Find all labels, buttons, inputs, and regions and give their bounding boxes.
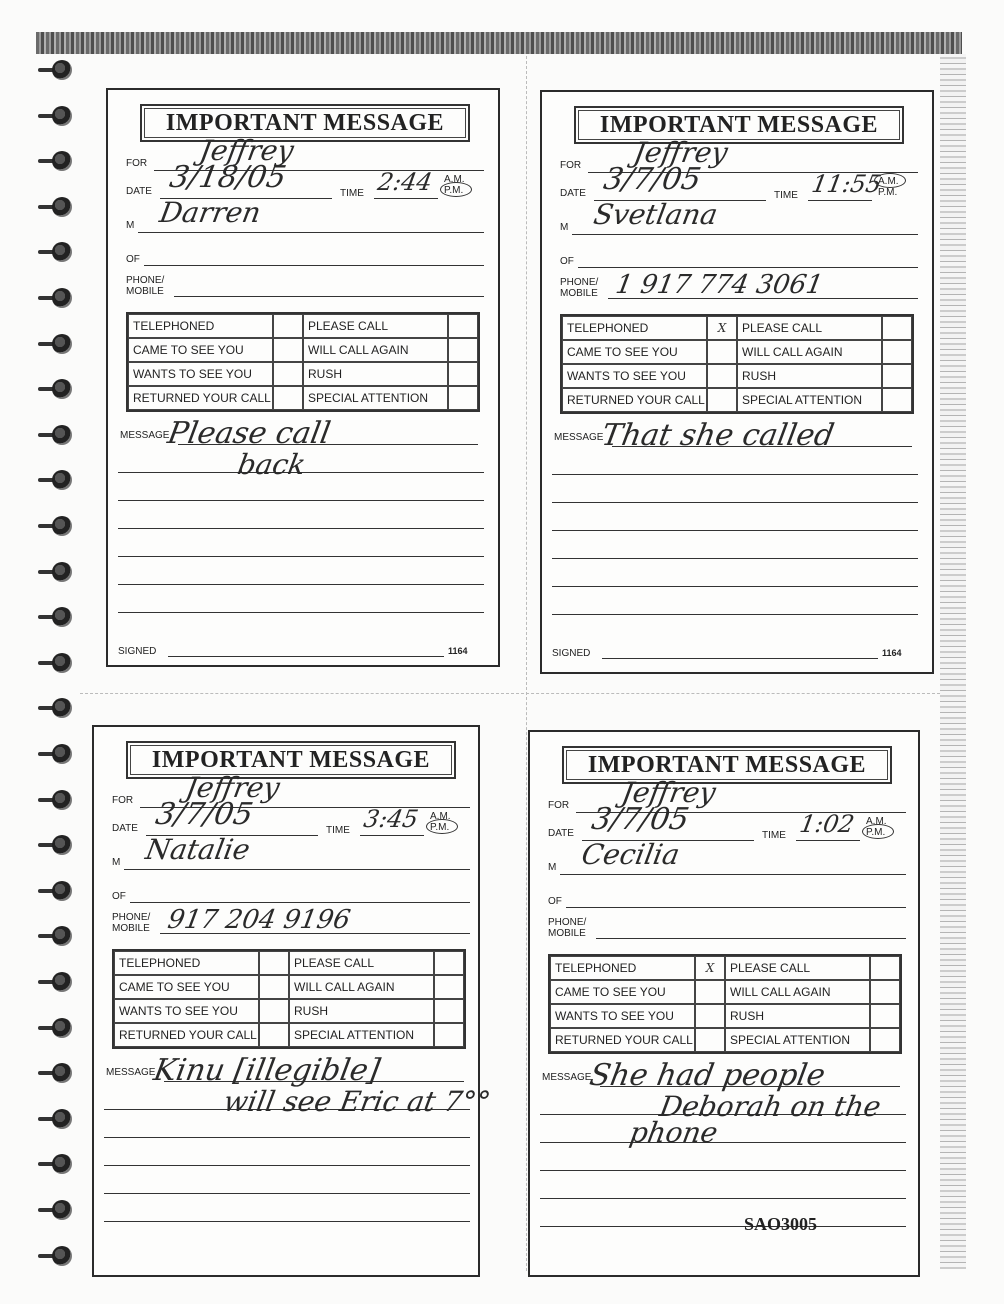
please-call-label: PLEASE CALL xyxy=(289,951,434,975)
phone-value: 917 204 9196 xyxy=(165,905,353,935)
came-to-see-label: CAME TO SEE YOU xyxy=(128,338,273,362)
message-rule xyxy=(118,584,484,585)
message-rule xyxy=(118,528,484,529)
form-code: 1164 xyxy=(882,648,902,658)
telephoned-label: TELEPHONED xyxy=(114,951,259,975)
ampm-circle-mark xyxy=(440,182,472,197)
rush-box xyxy=(434,999,464,1023)
telephoned-box: X xyxy=(695,956,725,980)
message-rule xyxy=(552,614,918,615)
am-option: A.M. xyxy=(444,174,465,185)
telephoned-label: TELEPHONED xyxy=(562,316,707,340)
message-text-line: Please call xyxy=(164,416,334,451)
will-call-label: WILL CALL AGAIN xyxy=(737,340,882,364)
time-value: 11:55 xyxy=(809,170,884,198)
special-attention-box xyxy=(882,388,912,412)
returned-call-box xyxy=(695,1028,725,1052)
message-rule xyxy=(540,1226,906,1227)
will-call-box xyxy=(870,980,900,1004)
perforation-horizontal xyxy=(80,693,940,694)
message-slip xyxy=(528,730,920,1277)
message-rule xyxy=(104,1193,470,1194)
spiral-ring xyxy=(38,881,72,903)
returned-call-box xyxy=(259,1023,289,1047)
pm-option: P.M. xyxy=(430,822,450,833)
checkbox-grid xyxy=(126,312,480,412)
message-rule xyxy=(552,558,918,559)
of-label: OF xyxy=(560,256,574,267)
message-slip xyxy=(540,90,934,674)
rush-label: RUSH xyxy=(737,364,882,388)
date-value: 3/18/05 xyxy=(166,160,289,195)
will-call-label: WILL CALL AGAIN xyxy=(725,980,870,1004)
spiral-ring xyxy=(38,835,72,857)
wants-to-see-label: WANTS TO SEE YOU xyxy=(550,1004,695,1028)
date-label: DATE xyxy=(126,186,152,197)
rush-label: RUSH xyxy=(725,1004,870,1028)
for-value: Jeffrey xyxy=(631,136,731,169)
spiral-binding xyxy=(30,60,80,1275)
time-value: 3:45 xyxy=(361,805,421,833)
time-line xyxy=(808,200,872,201)
slip-title: IMPORTANT MESSAGE xyxy=(126,741,456,779)
returned-call-box xyxy=(273,386,303,410)
please-call-box xyxy=(882,316,912,340)
message-text-line: Deborah on the xyxy=(657,1090,884,1123)
am-option: A.M. xyxy=(866,816,887,827)
pm-option: P.M. xyxy=(444,185,464,196)
spiral-ring xyxy=(38,1018,72,1040)
message-rule xyxy=(540,1198,906,1199)
slip-title: IMPORTANT MESSAGE xyxy=(574,106,904,144)
checkbox-grid xyxy=(560,314,914,414)
of-line xyxy=(130,902,470,903)
message-label: MESSAGE xyxy=(554,432,604,443)
time-line xyxy=(360,835,424,836)
phone-label: PHONE/ MOBILE xyxy=(560,277,599,299)
caller-value: Darren xyxy=(157,196,264,229)
spiral-ring xyxy=(38,197,72,219)
pm-option: P.M. xyxy=(866,827,886,838)
am-option: A.M. xyxy=(878,176,899,187)
message-rule xyxy=(552,586,918,587)
please-call-label: PLEASE CALL xyxy=(725,956,870,980)
of-label: OF xyxy=(548,896,562,907)
date-label: DATE xyxy=(112,823,138,834)
spiral-ring xyxy=(38,653,72,675)
message-rule xyxy=(118,500,484,501)
spiral-ring xyxy=(38,562,72,584)
time-value: 1:02 xyxy=(797,810,857,838)
date-value: 3/7/05 xyxy=(152,797,256,832)
of-label: OF xyxy=(126,254,140,265)
phone-line xyxy=(174,296,484,297)
am-option: A.M. xyxy=(430,811,451,822)
phone-label: PHONE/ MOBILE xyxy=(126,275,165,297)
spiral-ring xyxy=(38,334,72,356)
spiral-ring xyxy=(38,926,72,948)
will-call-box xyxy=(448,338,478,362)
scan-right-edge xyxy=(940,54,966,1269)
for-value: Jeffrey xyxy=(197,134,297,167)
message-label: MESSAGE xyxy=(120,430,170,441)
message-label: MESSAGE xyxy=(542,1072,592,1083)
signed-label: SIGNED xyxy=(552,648,591,659)
time-label: TIME xyxy=(340,188,364,199)
came-to-see-box xyxy=(259,975,289,999)
will-call-label: WILL CALL AGAIN xyxy=(303,338,448,362)
please-call-label: PLEASE CALL xyxy=(303,314,448,338)
for-label: FOR xyxy=(560,160,582,171)
slip-title: IMPORTANT MESSAGE xyxy=(140,104,470,142)
spiral-ring xyxy=(38,698,72,720)
message-text-line: She had people xyxy=(586,1058,828,1093)
m-line xyxy=(572,234,918,235)
returned-call-label: RETURNED YOUR CALL xyxy=(562,388,707,412)
telephoned-box xyxy=(259,951,289,975)
of-line xyxy=(144,265,484,266)
slip-title: IMPORTANT MESSAGE xyxy=(562,746,892,784)
spiral-ring xyxy=(38,1154,72,1176)
spiral-ring xyxy=(38,288,72,310)
for-label: FOR xyxy=(112,795,134,806)
special-attention-label: SPECIAL ATTENTION xyxy=(303,386,448,410)
special-attention-label: SPECIAL ATTENTION xyxy=(737,388,882,412)
came-to-see-box xyxy=(273,338,303,362)
came-to-see-box xyxy=(695,980,725,1004)
wants-to-see-box xyxy=(695,1004,725,1028)
phone-line xyxy=(596,938,906,939)
message-rule xyxy=(118,612,484,613)
please-call-box xyxy=(870,956,900,980)
came-to-see-label: CAME TO SEE YOU xyxy=(562,340,707,364)
scan-top-border xyxy=(36,32,962,54)
phone-label: PHONE/ MOBILE xyxy=(112,912,151,934)
telephoned-box: X xyxy=(707,316,737,340)
phone-label: PHONE/ MOBILE xyxy=(548,917,587,939)
perforation-vertical xyxy=(526,56,527,1271)
for-value: Jeffrey xyxy=(619,776,719,809)
message-rule xyxy=(552,530,918,531)
form-code: 1164 xyxy=(448,646,468,656)
spiral-ring xyxy=(38,607,72,629)
spiral-ring xyxy=(38,106,72,128)
spiral-ring xyxy=(38,151,72,173)
message-slip xyxy=(106,88,500,667)
signed-line xyxy=(168,656,444,657)
spiral-ring xyxy=(38,470,72,492)
date-label: DATE xyxy=(548,828,574,839)
m-line xyxy=(138,232,484,233)
spiral-ring xyxy=(38,1246,72,1268)
spiral-ring xyxy=(38,1063,72,1085)
date-label: DATE xyxy=(560,188,586,199)
special-attention-box xyxy=(434,1023,464,1047)
rush-label: RUSH xyxy=(289,999,434,1023)
bates-number: SAO3005 xyxy=(744,1214,818,1234)
ampm-circle-mark xyxy=(426,819,458,834)
date-value: 3/7/05 xyxy=(588,802,692,837)
please-call-box xyxy=(448,314,478,338)
time-line xyxy=(374,198,438,199)
message-rule xyxy=(552,474,918,475)
caller-value: Svetlana xyxy=(591,198,721,231)
spiral-ring xyxy=(38,379,72,401)
message-text-line: That she called xyxy=(598,418,837,453)
rush-box xyxy=(448,362,478,386)
message-text-line: back xyxy=(235,448,309,481)
pm-option: P.M. xyxy=(878,187,898,198)
wants-to-see-label: WANTS TO SEE YOU xyxy=(114,999,259,1023)
date-value: 3/7/05 xyxy=(600,162,704,197)
message-slip xyxy=(92,725,494,1277)
wants-to-see-box xyxy=(707,364,737,388)
spiral-ring xyxy=(38,60,72,82)
for-label: FOR xyxy=(126,158,148,169)
special-attention-label: SPECIAL ATTENTION xyxy=(725,1028,870,1052)
will-call-box xyxy=(882,340,912,364)
time-label: TIME xyxy=(326,825,350,836)
wants-to-see-label: WANTS TO SEE YOU xyxy=(562,364,707,388)
special-attention-box xyxy=(870,1028,900,1052)
message-rule xyxy=(552,502,918,503)
of-line xyxy=(578,267,918,268)
telephoned-label: TELEPHONED xyxy=(128,314,273,338)
will-call-label: WILL CALL AGAIN xyxy=(289,975,434,999)
came-to-see-label: CAME TO SEE YOU xyxy=(550,980,695,1004)
spiral-ring xyxy=(38,1109,72,1131)
spiral-ring xyxy=(38,790,72,812)
wants-to-see-label: WANTS TO SEE YOU xyxy=(128,362,273,386)
returned-call-box xyxy=(707,388,737,412)
message-rule xyxy=(540,1142,906,1143)
message-rule xyxy=(104,1221,470,1222)
returned-call-label: RETURNED YOUR CALL xyxy=(114,1023,259,1047)
of-label: OF xyxy=(112,891,126,902)
message-text-line: Kinu [illegible] xyxy=(150,1053,383,1088)
returned-call-label: RETURNED YOUR CALL xyxy=(550,1028,695,1052)
rush-label: RUSH xyxy=(303,362,448,386)
time-line xyxy=(796,840,860,841)
telephoned-label: TELEPHONED xyxy=(550,956,695,980)
spiral-ring xyxy=(38,242,72,264)
of-line xyxy=(566,907,906,908)
time-label: TIME xyxy=(762,830,786,841)
telephoned-box xyxy=(273,314,303,338)
message-text-line: phone xyxy=(627,1116,721,1149)
came-to-see-label: CAME TO SEE YOU xyxy=(114,975,259,999)
rush-box xyxy=(882,364,912,388)
spiral-ring xyxy=(38,972,72,994)
m-label: M xyxy=(112,857,121,868)
message-text-line: will see Eric at 7°° xyxy=(221,1085,494,1118)
ampm-circle-mark xyxy=(862,824,894,839)
rush-box xyxy=(870,1004,900,1028)
m-label: M xyxy=(548,862,557,873)
caller-value: Cecilia xyxy=(579,838,683,871)
phone-value: 1 917 774 3061 xyxy=(613,270,826,300)
message-rule xyxy=(104,1137,470,1138)
message-rule xyxy=(540,1170,906,1171)
message-rule xyxy=(104,1165,470,1166)
wants-to-see-box xyxy=(273,362,303,386)
message-label: MESSAGE xyxy=(106,1067,156,1078)
special-attention-label: SPECIAL ATTENTION xyxy=(289,1023,434,1047)
wants-to-see-box xyxy=(259,999,289,1023)
will-call-box xyxy=(434,975,464,999)
time-value: 2:44 xyxy=(375,168,435,196)
ampm-circle-mark xyxy=(874,173,906,188)
spiral-ring xyxy=(38,516,72,538)
spiral-ring xyxy=(38,1200,72,1222)
message-rule xyxy=(118,556,484,557)
caller-value: Natalie xyxy=(143,833,253,866)
came-to-see-box xyxy=(707,340,737,364)
checkbox-grid xyxy=(112,949,466,1049)
special-attention-box xyxy=(448,386,478,410)
signed-label: SIGNED xyxy=(118,646,157,657)
please-call-label: PLEASE CALL xyxy=(737,316,882,340)
signed-line xyxy=(602,658,878,659)
for-label: FOR xyxy=(548,800,570,811)
for-value: Jeffrey xyxy=(183,771,283,804)
time-label: TIME xyxy=(774,190,798,201)
spiral-ring xyxy=(38,744,72,766)
checkbox-grid xyxy=(548,954,902,1054)
spiral-ring xyxy=(38,425,72,447)
m-line xyxy=(124,869,470,870)
m-label: M xyxy=(126,220,135,231)
please-call-box xyxy=(434,951,464,975)
m-line xyxy=(560,874,906,875)
returned-call-label: RETURNED YOUR CALL xyxy=(128,386,273,410)
m-label: M xyxy=(560,222,569,233)
